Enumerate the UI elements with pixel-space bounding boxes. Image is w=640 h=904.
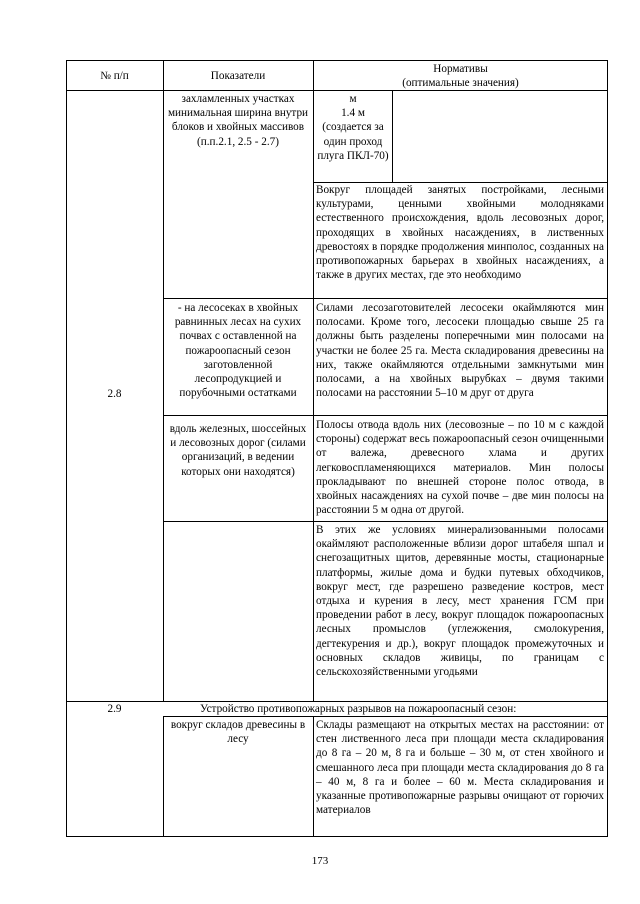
norm-same-conditions: В этих же условиях минерализованными полосами окаймляют расположенные вблизи дорог штабеля шпал и снегозащитных щитов, деревянные мосты, стационарные платформы, жилые дома и будки путевых обходчиков, вокруг мест, где разрешено разведение костров, мест отдыха и курения в лесу, мест хранения ГСМ при проведении работ в лесу, вокруг площадок пожароопасных лесных промыслов (углежжения, смолокурения, дегтекурения и др.), вокруг площадок промежуточных и основных складов живицы, по границам с сельскохозяйственными угодьями	[316, 524, 604, 679]
row-number-2-9: 2.9	[107, 703, 122, 715]
indicator-cluttered-areas: захламленных участках минимальная ширина внутри блоков и хвойных массивов (п.п.2.1, 2.5 - 2.7)	[167, 93, 309, 148]
page-number: 173	[311, 855, 329, 867]
header-norm-subtitle: (оптимальные значения)	[402, 77, 519, 89]
indicator-cutting-areas: - на лесосеках в хвойных равнинных лесах на сухих почвах с оставленной на пожароопасный сезон заготовленной лесопродукцией и порубочными остатками	[174, 302, 302, 400]
norm-along-roads: Полосы отвода вдоль них (лесовозные – по 10 м с каждой стороны) содержат весь пожароопасный сезон очищенными от валежа, древесного хлама и других легковоспламеняющихся материалов. Мин полосы прокладывают по внешней стороне полос отвода, в хвойных насаждениях на сухой почве – две мин полосы на расстоянии 5 м одна от другой.	[316, 419, 604, 517]
header-indicator: Показатели	[210, 70, 266, 82]
indicator-timber-warehouses: вокруг складов древесины в лесу	[170, 719, 306, 746]
row-number-2-8: 2.8	[107, 388, 122, 400]
header-num: № п/п	[100, 70, 129, 82]
norm-cutting-areas: Силами лесозаготовителей лесосеки окаймляются мин полосами. Кроме того, лесосеки площадью свыше 25 га должны быть разделены поперечными мин полосами на участки не более 25 га. Места складирования древесины на них, также окаймляются отдельными замкнутыми мин полосами, а на хвойных вырубках – двумя такими полосами на расстоянии 5–10 м друг от друга	[316, 302, 604, 400]
norm-around-areas: Вокруг площадей занятых постройками, лесными культурами, ценными хвойными молодняками естественного происхождения, вдоль лесовозных дорог, проходящих в хвойных насаждениях, в лиственных древостоях в порядке продолжения минполос, созданных на противопожарных барьерах в хвойных насаждениях, а также в других местах, где это необходимо	[316, 184, 604, 282]
value-strip-width: м 1.4 м (создается за один проход плуга ПКЛ-70)	[317, 93, 389, 162]
header-norm-title: Нормативы	[433, 63, 488, 75]
norm-timber-warehouses: Склады размещают на открытых местах на расстоянии: от стен лиственного леса при площади места складирования до 8 га – 20 м, 8 га и больше – 30 м, от стен хвойного и смешанного леса при площади места складирования до 8 га – 40 м, 8 га и более – 60 м. Места складирования и указанные противопожарные разрывы очищают от горючих материалов	[316, 719, 604, 817]
indicator-along-roads: вдоль железных, шоссейных и лесовозных дорог (силами организаций, в ведении которых они находятся)	[169, 423, 307, 478]
section-heading-firebreaks: Устройство противопожарных разрывов на пожароопасный сезон:	[200, 703, 517, 715]
